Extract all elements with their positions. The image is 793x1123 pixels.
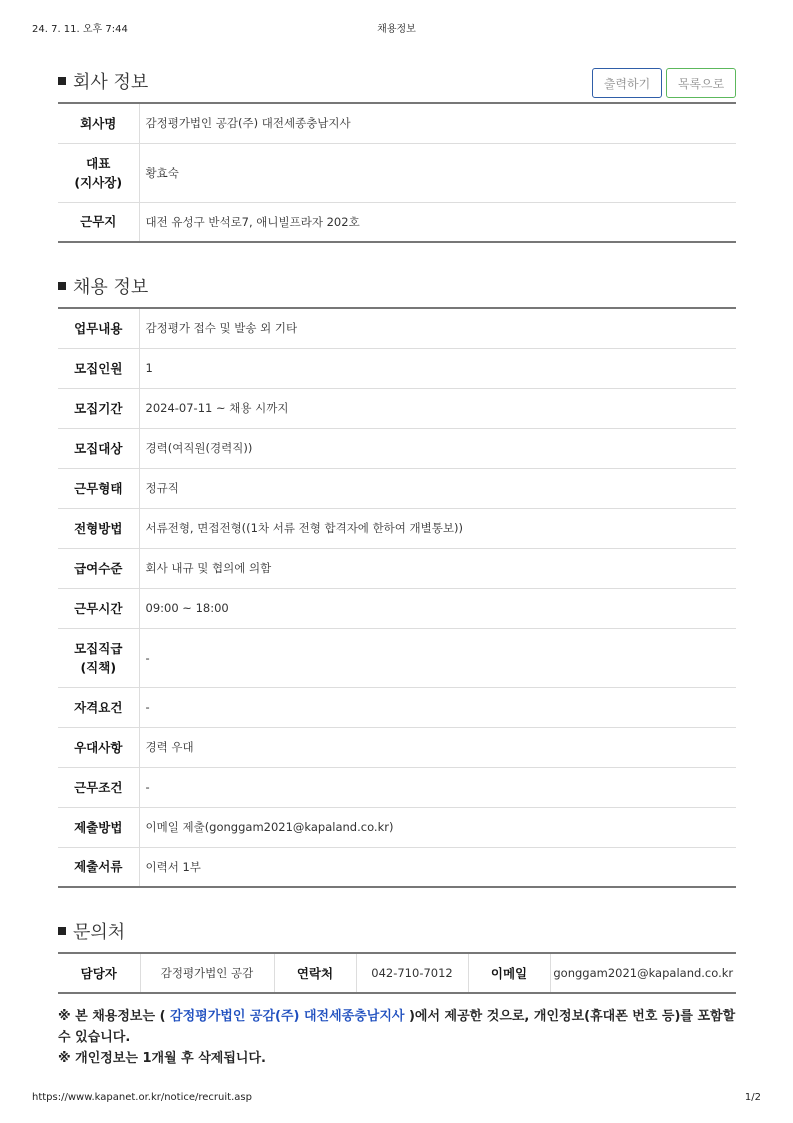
company-section-header <box>58 62 736 102</box>
square-bullet-icon <box>58 927 66 935</box>
recruit-info-table <box>58 307 736 888</box>
recruit-info-row-label: 급여수준 <box>58 548 139 588</box>
email-value: gonggam2021@kapaland.co.kr <box>553 966 734 980</box>
notice-company-link[interactable]: 감정평가법인 공감(주) 대전세종충남지사 <box>170 1009 405 1024</box>
recruit-section-title <box>58 273 148 299</box>
recruit-section-header <box>58 267 736 307</box>
recruit-info-row <box>58 508 736 548</box>
print-button[interactable]: 출력하기 <box>592 68 662 98</box>
recruit-info-row <box>58 348 736 388</box>
recruit-info-row-value: 감정평가 접수 및 발송 외 기타 <box>145 321 298 336</box>
contact-section-title <box>58 918 125 944</box>
print-footer <box>32 1092 761 1108</box>
manager-value: 감정평가법인 공감 <box>140 953 274 993</box>
recruit-info-row-value: 1 <box>145 361 153 375</box>
recruit-info-row-label: 모집직급 (직책) <box>58 628 139 687</box>
company-section-label: 회사 정보 <box>73 72 149 93</box>
company-info-table <box>58 102 736 243</box>
company-info-row-label: 회사명 <box>58 103 139 143</box>
recruit-info-row <box>58 807 736 847</box>
phone-label: 연락처 <box>274 953 356 993</box>
recruit-info-row-value: - <box>145 780 150 794</box>
company-info-row-value: 대전 유성구 반석로7, 애니빌프라자 202호 <box>145 214 360 229</box>
recruit-info-row-label: 제출방법 <box>58 807 139 847</box>
contact-section-header <box>58 912 736 952</box>
recruit-info-row <box>58 588 736 628</box>
contact-table <box>58 952 736 994</box>
print-date: 24. 7. 11. 오후 7:44 <box>32 24 128 35</box>
recruit-info-row <box>58 727 736 767</box>
recruit-info-row-value: 회사 내규 및 협의에 의함 <box>145 561 272 575</box>
recruit-info-row-label: 모집대상 <box>58 428 139 468</box>
recruit-info-row-label: 우대사항 <box>58 727 139 767</box>
recruit-info-row-label: 근무형태 <box>58 468 139 508</box>
recruit-info-row-value: - <box>145 650 150 665</box>
recruit-info-row-value: - <box>145 700 150 714</box>
company-info-row <box>58 103 736 143</box>
recruit-info-row-value: 경력(여직원(경력직)) <box>145 441 253 455</box>
recruit-info-row-value: 이력서 1부 <box>145 859 201 874</box>
recruit-info-row-label: 근무시간 <box>58 588 139 628</box>
recruit-info-row-label: 자격요건 <box>58 687 139 727</box>
recruit-info-row-value: 서류전형, 면접전형((1차 서류 전형 합격자에 한하여 개별통보)) <box>145 521 463 535</box>
recruit-info-row-value: 이메일 제출(gonggam2021@kapaland.co.kr) <box>145 820 394 834</box>
recruit-info-row <box>58 388 736 428</box>
recruit-info-row <box>58 687 736 727</box>
company-info-row <box>58 202 736 242</box>
company-info-row-value: 감정평가법인 공감(주) 대전세종충남지사 <box>145 116 351 131</box>
recruit-info-row <box>58 428 736 468</box>
print-page-number: 1/2 <box>744 1092 761 1103</box>
recruit-info-row <box>58 548 736 588</box>
print-title: 채용정보 <box>377 24 416 35</box>
company-info-row-value: 황효숙 <box>145 165 179 180</box>
main-content <box>58 62 736 1069</box>
back-to-list-button[interactable]: 목록으로 <box>666 68 736 98</box>
recruit-info-row-label: 모집인원 <box>58 348 139 388</box>
recruit-info-row-label: 업무내용 <box>58 308 139 348</box>
print-header <box>32 20 761 36</box>
recruit-info-row <box>58 767 736 807</box>
recruit-info-row-value: 09:00 ~ 18:00 <box>145 601 229 615</box>
recruit-info-row-value: 정규직 <box>145 481 179 495</box>
square-bullet-icon <box>58 77 66 85</box>
email-label: 이메일 <box>468 953 550 993</box>
action-buttons <box>592 68 736 98</box>
square-bullet-icon <box>58 282 66 290</box>
recruit-info-row-label: 제출서류 <box>58 847 139 887</box>
recruit-info-row-label: 근무조건 <box>58 767 139 807</box>
notice-line-1 <box>58 1006 736 1048</box>
phone-value: 042-710-7012 <box>356 953 468 993</box>
recruit-info-row <box>58 468 736 508</box>
manager-label: 담당자 <box>58 953 140 993</box>
company-info-row <box>58 143 736 202</box>
recruit-section-label: 채용 정보 <box>73 277 149 298</box>
print-url: https://www.kapanet.or.kr/notice/recruit.asp <box>32 1092 252 1103</box>
company-info-row-label: 근무지 <box>58 202 139 242</box>
recruit-info-row <box>58 847 736 887</box>
recruit-info-row <box>58 628 736 687</box>
company-info-row-label: 대표 (지사장) <box>58 143 139 202</box>
recruit-info-row-label: 모집기간 <box>58 388 139 428</box>
privacy-notice <box>58 1006 736 1069</box>
recruit-info-row-label: 전형방법 <box>58 508 139 548</box>
company-section-title <box>58 68 148 94</box>
recruit-info-row-value: 2024-07-11 ~ 채용 시까지 <box>145 401 289 415</box>
notice-prefix: ※ 본 채용정보는 ( <box>58 1009 171 1024</box>
contact-section-label: 문의처 <box>73 922 126 943</box>
notice-line-2: ※ 개인정보는 1개월 후 삭제됩니다. <box>58 1051 266 1066</box>
recruit-info-row-value: 경력 우대 <box>145 740 194 754</box>
notice-suffix: )에서 제공한 것으로, 개인정보(휴대폰 번호 등)를 포함할 수 있습니다. <box>58 1009 736 1045</box>
recruit-info-row <box>58 308 736 348</box>
